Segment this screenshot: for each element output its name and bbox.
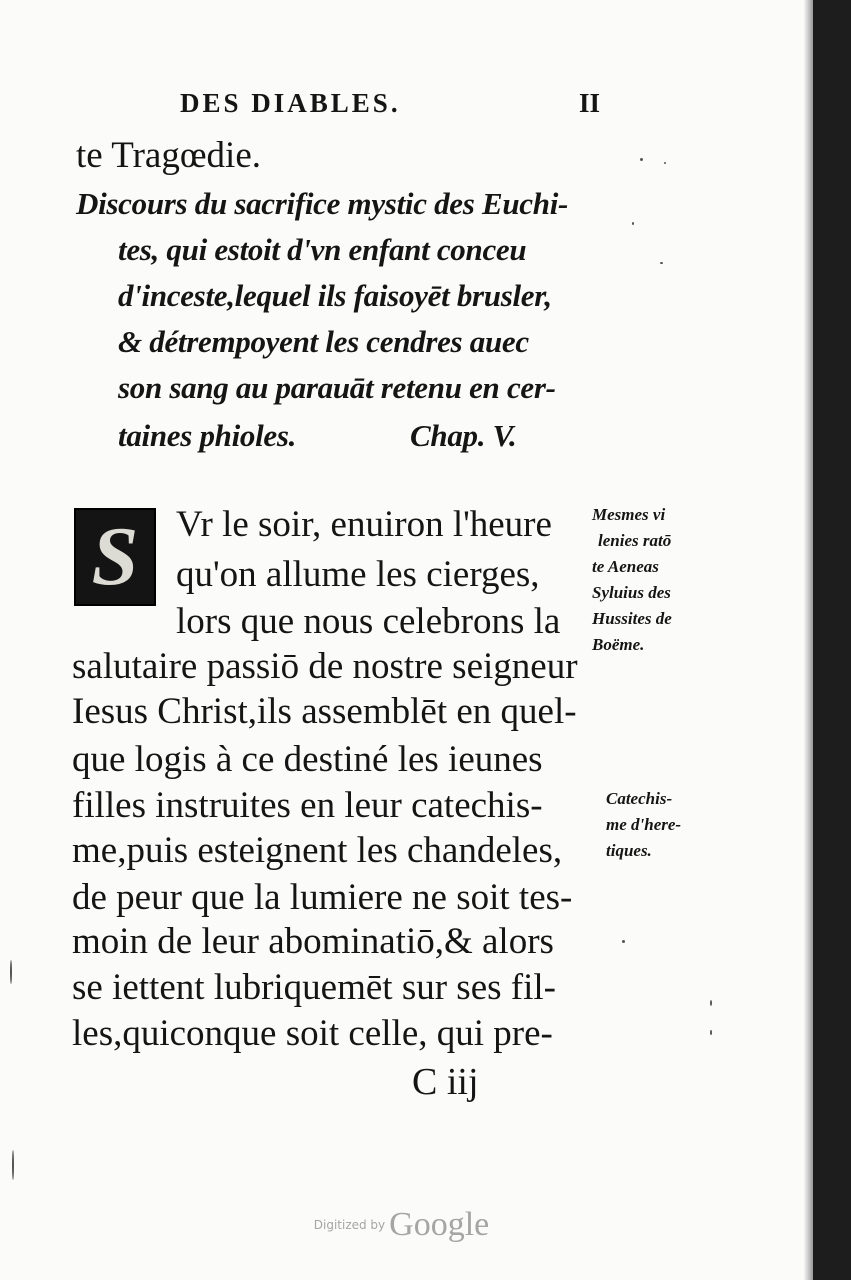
margin-note-line: Mesmes vi — [592, 505, 666, 524]
page-header — [180, 88, 600, 124]
opening-line: te Tragœdie. — [76, 135, 261, 176]
body-line: qu'on allume les cierges, — [176, 554, 540, 595]
body-line: salutaire passiō de nostre seigneur — [72, 646, 578, 687]
body-line: filles instruites en leur catechis- — [72, 785, 543, 826]
margin-note-line: te Aeneas — [592, 557, 659, 576]
print-speck — [664, 162, 666, 164]
print-speck — [622, 940, 625, 943]
margin-note-line: me d'here- — [606, 815, 682, 834]
margin-note-line: tiques. — [606, 841, 652, 860]
drop-cap-ornament — [74, 508, 156, 606]
print-speck — [12, 1150, 14, 1180]
margin-note-line: lenies ratō — [598, 531, 672, 550]
body-line: lors que nous celebrons la — [176, 601, 561, 642]
margin-note-hussites — [592, 502, 672, 658]
signature-mark: C iij — [412, 1061, 479, 1103]
margin-note-line: Syluius des — [592, 583, 671, 602]
google-logo: Google — [389, 1206, 490, 1243]
heading-line: Discours du sacrifice mystic des Euchi- — [76, 186, 569, 221]
print-speck — [660, 262, 663, 264]
margin-note-line: Hussites de — [592, 609, 672, 628]
body-line: Iesus Christ,ils assemblēt en quel- — [72, 691, 577, 732]
digitized-by-watermark — [0, 1206, 803, 1244]
folio-number: II — [578, 88, 600, 118]
body-line: me,puis esteignent les chandeles, — [72, 830, 563, 871]
print-speck — [710, 1030, 712, 1035]
print-speck — [10, 960, 12, 984]
print-speck — [640, 158, 643, 161]
body-line: de peur que la lumiere ne soit tes- — [72, 877, 573, 918]
margin-note-line: Boëme. — [592, 635, 645, 654]
chapter-number: Chap. V. — [410, 418, 517, 453]
margin-note-line: Catechis- — [606, 789, 673, 808]
body-line: Vr le soir, enuiron l'heure — [176, 504, 552, 545]
margin-note-catechism — [606, 786, 681, 864]
heading-line: d'inceste,lequel ils faisoyēt brusler, — [118, 278, 552, 313]
body-line: se iettent lubriquemēt sur ses fil- — [72, 967, 556, 1008]
drop-cap-letter: S — [91, 510, 139, 603]
book-edge-dark — [813, 0, 851, 1280]
body-line: que logis à ce destiné les ieunes — [72, 739, 543, 780]
heading-line: tes, qui estoit d'vn enfant conceu — [118, 232, 527, 267]
print-speck — [710, 1000, 712, 1006]
page-edge-shade — [803, 0, 813, 1280]
body-line: moin de leur abominatiō,& alors — [72, 921, 554, 962]
heading-line: & détrempoyent les cendres auec — [118, 324, 529, 359]
digitized-prefix: Digitized by — [313, 1218, 386, 1232]
running-title: DES DIABLES. — [180, 88, 401, 118]
heading-line: taines phioles. — [118, 418, 297, 453]
body-line: les,quiconque soit celle, qui pre- — [72, 1013, 553, 1054]
heading-line: son sang au parauāt retenu en cer- — [118, 370, 556, 405]
print-speck — [632, 222, 634, 225]
